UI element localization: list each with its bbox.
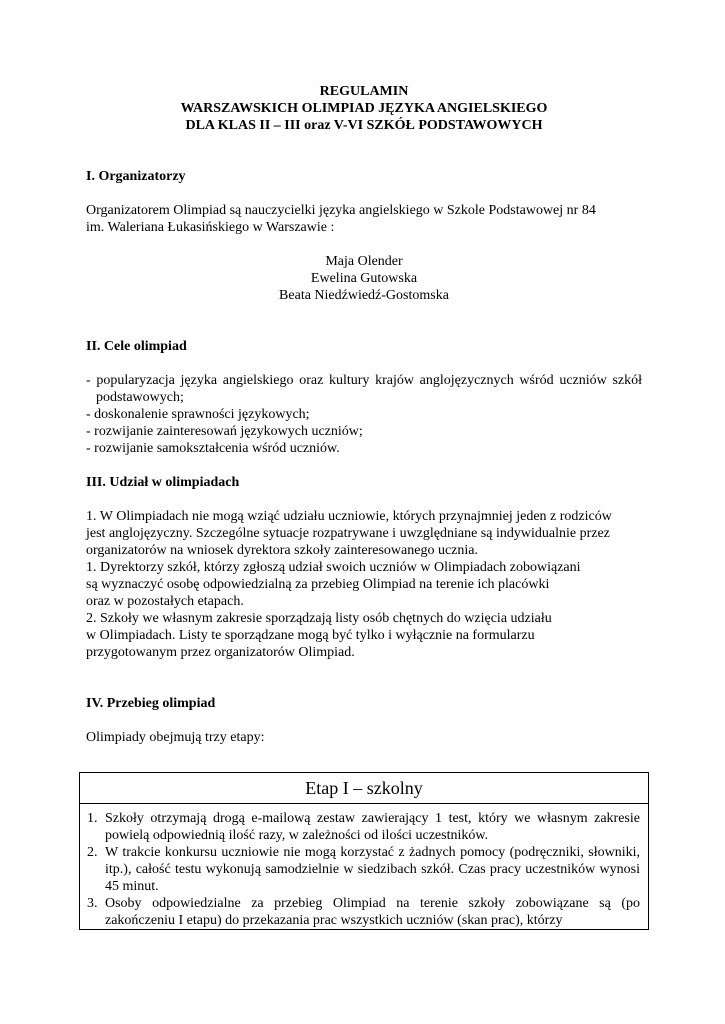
section-1-heading: I. Organizatorzy	[86, 169, 186, 184]
section-1-text-line-2: im. Waleriana Łukasińskiego w Warszawie :	[86, 220, 335, 235]
etap-1-box	[79, 772, 649, 930]
etap-1-item-text: W trakcie konkursu uczniowie nie mogą korzystać z żadnych pomocy (podręczniki, słowniki, itp.), całość testu wykonują samodzielnie w siedzibach szkół. Czas pracy uczestników wynosi 45 minut.	[105, 845, 640, 894]
section-4-intro: Olimpiady obejmują trzy etapy:	[86, 730, 265, 745]
goal-item: - rozwijanie zainteresowań językowych uczniów;	[86, 424, 363, 439]
participation-line: 1. Dyrektorzy szkół, którzy zgłoszą udział swoich uczniów w Olimpiadach zobowiązani	[86, 560, 581, 575]
etap-1-title: Etap I – szkolny	[305, 778, 423, 798]
participation-line: oraz w pozostałych etapach.	[86, 594, 244, 609]
goal-item: - popularyzacja języka angielskiego oraz kultury krajów anglojęzycznych wśród uczniów szkół podstawowych;	[86, 373, 642, 405]
participation-text	[86, 508, 642, 661]
title-line-1: REGULAMIN	[319, 84, 409, 99]
organizers-list	[86, 253, 642, 304]
participation-line: są wyznaczyć osobę odpowiedzialną za przebieg Olimpiad na terenie ich placówki	[86, 577, 550, 592]
etap-1-item-text: Szkoły otrzymają drogą e-mailową zestaw zawierający 1 test, który we własnym zakresie powielą odpowiednią ilość razy, w zależności od ilości uczestników.	[105, 811, 640, 843]
title-line-3: DLA KLAS II – III oraz V-VI SZKÓŁ PODSTAWOWYCH	[185, 118, 543, 133]
document-title	[86, 83, 642, 134]
goal-item: - rozwijanie samokształcenia wśród uczniów.	[86, 441, 340, 456]
organizer-name: Beata Niedźwiedź-Gostomska	[279, 288, 449, 303]
etap-1-item	[87, 895, 640, 929]
section-3-heading: III. Udział w olimpiadach	[86, 475, 240, 490]
etap-1-item-number: 2.	[87, 845, 98, 860]
document-page	[86, 83, 642, 746]
participation-line: w Olimpiadach. Listy te sporządzane mogą być tylko i wyłącznie na formularzu	[86, 628, 535, 643]
section-1-text-line-1: Organizatorem Olimpiad są nauczycielki języka angielskiego w Szkole Podstawowej nr 84	[86, 203, 596, 218]
etap-1-divider	[80, 803, 648, 804]
etap-1-item-text: Osoby odpowiedzialne za przebieg Olimpiad na terenie szkoły zobowiązane są (po zakończeniu I etapu) do przekazania prac wszystkich uczniów (skan prac), którzy	[105, 896, 640, 928]
etap-1-item	[87, 844, 640, 895]
section-2-heading: II. Cele olimpiad	[86, 339, 187, 354]
etap-1-list	[80, 810, 648, 929]
goal-item: - doskonalenie sprawności językowych;	[86, 407, 310, 422]
title-line-2: WARSZAWSKICH OLIMPIAD JĘZYKA ANGIELSKIEGO	[180, 101, 548, 116]
etap-1-item-number: 3.	[87, 896, 98, 911]
section-1-text	[86, 202, 642, 236]
participation-line: 2. Szkoły we własnym zakresie sporządzają listy osób chętnych do wzięcia udziału	[86, 611, 552, 626]
participation-line: jest anglojęzyczny. Szczególne sytuacje rozpatrywane i uwzględniane są indywidualnie przez	[86, 526, 610, 541]
etap-1-item	[87, 810, 640, 844]
etap-1-item-number: 1.	[87, 811, 98, 826]
organizer-name: Ewelina Gutowska	[310, 271, 418, 286]
section-4-heading: IV. Przebieg olimpiad	[86, 696, 216, 711]
participation-line: 1. W Olimpiadach nie mogą wziąć udziału uczniowie, których przynajmniej jeden z rodziców	[86, 509, 612, 524]
organizer-name: Maja Olender	[325, 254, 403, 269]
goals-list	[86, 372, 642, 457]
participation-line: przygotowanym przez organizatorów Olimpiad.	[86, 645, 355, 660]
participation-line: organizatorów na wniosek dyrektora szkoły zainteresowanego ucznia.	[86, 543, 478, 558]
